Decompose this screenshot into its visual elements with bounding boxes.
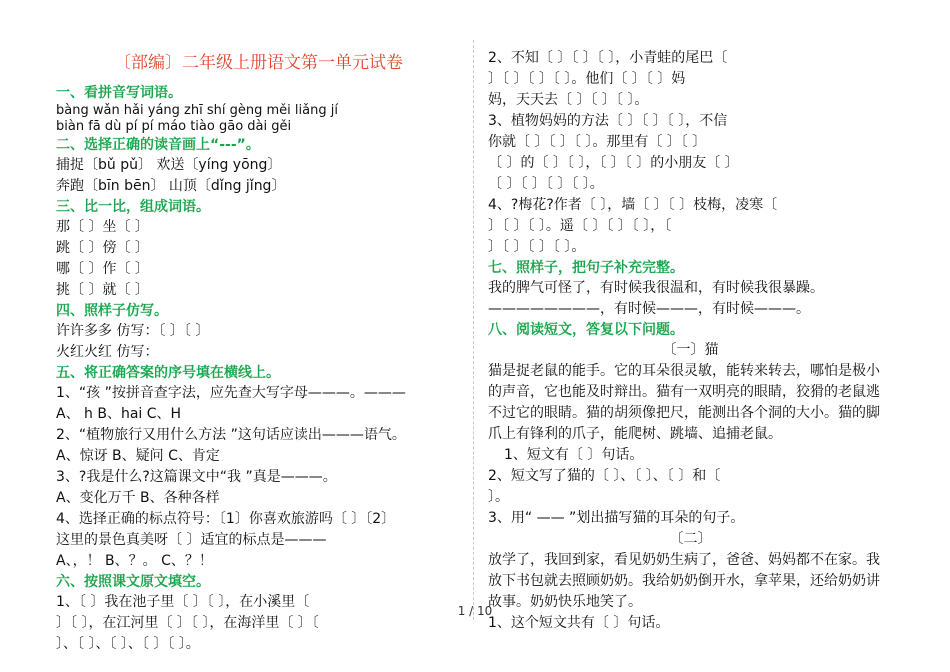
- choice-line: A、 h B、hai C、H: [56, 406, 182, 422]
- right-column: [488, 48, 893, 634]
- fill-line: 〕〔 〕〔 〕。遥〔 〕〔 〕〔 〕，〔: [488, 218, 672, 234]
- question-3: 3、用“ —— ”划出描写猫的耳朵的句子。: [488, 510, 745, 526]
- fill-line: 〔 〕〔 〕〔 〕〔 〕。: [488, 176, 604, 192]
- question-4: 1、这个短文共有〔 〕句话。: [488, 615, 670, 631]
- fill-line: 3、植物妈妈的方法〔 〕〔 〕〔 〕，不信: [488, 113, 728, 129]
- passage-1-title: 〔一〕猫: [662, 342, 719, 358]
- example-sentence: 我的脾气可怪了，有时候我很温和，有时候我很暴躁。: [488, 280, 824, 296]
- section-7-heading: 七、照样子，把句子补充完整。: [488, 260, 684, 276]
- choice-line: 4、选择正确的标点符号：〔1〕你喜欢旅游吗〔 〕〔2〕: [56, 511, 396, 527]
- choice-line: 这里的景色真美呀〔 〕适宜的标点是———: [56, 532, 327, 548]
- choice-line: 1、“孩 ”按拼音查字法，应先查大写字母———。———: [56, 385, 406, 401]
- section-6-heading: 六、按照课文原文填空。: [56, 574, 210, 590]
- complete-sentence: ————————，有时候———，有时候———。: [488, 301, 810, 317]
- page-title: 〔部编〕二年级上册语文第一单元试卷: [114, 53, 403, 73]
- fill-line: 〕、〔 〕、〔 〕、〔 〕〔 〕。: [56, 636, 200, 652]
- section-2-heading: 二、选择正确的读音画上“---”。: [56, 137, 260, 153]
- pronunciation-line-2: 奔跑〔bīn bēn〕 山顶〔dǐng jǐng〕: [56, 178, 286, 194]
- fill-line: 妈，天天去〔 〕〔 〕〔 〕。: [488, 92, 649, 108]
- fill-line: 〕〔 〕〔 〕〔 〕。他们〔 〕〔 〕妈: [488, 71, 686, 87]
- question-1: 1、短文有〔 〕句话。: [504, 447, 644, 463]
- section-1-heading: 一、看拼音写词语。: [56, 85, 182, 101]
- passage-2-text: 放学了，我回到家，看见奶奶生病了，爸爸、妈妈都不在家。我放下书包就去照顾奶奶。我给奶奶倒开水，拿苹果，还给奶奶讲故事。奶奶快乐地笑了。: [488, 552, 880, 610]
- column-divider: [473, 40, 474, 620]
- choice-line: 3、?我是什么?这篇课文中“我 ”真是———。: [56, 469, 337, 485]
- question-2: 2、短文写了猫的〔 〕、〔 〕、〔 〕和〔: [488, 468, 721, 484]
- fill-line: 〔 〕的〔 〕〔 〕，〔 〕〔 〕的小朋友〔 〕: [488, 155, 739, 171]
- imitate-line-1: 许许多多 仿写：〔 〕〔 〕: [56, 323, 210, 339]
- fill-line: 〕〔 〕〔 〕〔 〕。: [488, 239, 586, 255]
- compare-row: 挑〔 〕就〔 〕: [56, 282, 149, 298]
- fill-line: 2、不知〔 〕〔 〕〔 〕，小青蛙的尾巴〔: [488, 50, 728, 66]
- imitate-line-2: 火红火红 仿写：: [56, 344, 159, 360]
- passage-1-text: 猫是捉老鼠的能手。它的耳朵很灵敏，能转来转去，哪怕是极小的声音，它也能及时辩出。猫有一双明亮的眼睛，狡猾的老鼠逃不过它的眼睛。猫的胡须像把尺，能测出各个洞的大小。猫的脚爪上有锋利的爪子，能爬树、跳墙、追捕老鼠。: [488, 363, 880, 442]
- passage-2-title: 〔二〕: [669, 531, 712, 547]
- section-3-heading: 三、比一比，组成词语。: [56, 199, 210, 215]
- compare-row: 哪〔 〕作〔 〕: [56, 261, 149, 277]
- section-5-heading: 五、将正确答案的序号填在横线上。: [56, 365, 280, 381]
- compare-row: 那〔 〕坐〔 〕: [56, 219, 149, 235]
- choice-line: A、惊讶 B、疑问 C、肯定: [56, 448, 220, 464]
- choice-line: A、变化万千 B、各种各样: [56, 490, 220, 506]
- section-4-heading: 四、照样子仿写。: [56, 303, 168, 319]
- question-2-continued: 〕。: [488, 489, 509, 505]
- fill-line: 4、?梅花?作者〔 〕，墙〔 〕〔 〕枝梅，凌寒〔: [488, 197, 778, 213]
- compare-row: 跳〔 〕傍〔 〕: [56, 240, 149, 256]
- choice-line: A、，！ B、？。 C、？！: [56, 553, 213, 569]
- fill-line: 1、〔 〕我在池子里〔 〕〔 〕，在小溪里〔: [56, 594, 310, 610]
- fill-line: 〕〔 〕，在江河里〔 〕〔 〕，在海洋里〔 〕〔: [56, 615, 319, 631]
- pinyin-row-2: biàn fā dù pí pí máo tiào gāo dài gěi: [56, 119, 292, 134]
- page-number: 1 / 10: [457, 604, 493, 618]
- choice-line: 2、“植物旅行又用什么方法 ”这句话应读出———语气。: [56, 427, 406, 443]
- fill-line: 你就〔 〕〔 〕〔 〕。那里有〔 〕〔 〕: [488, 134, 707, 150]
- pinyin-row-1: bàng wǎn hǎi yáng zhī shí gèng měi liǎng jí: [56, 103, 338, 118]
- pronunciation-line-1: 捕捉〔bǔ pǔ〕 欢送〔yíng yōng〕: [56, 157, 282, 173]
- section-8-heading: 八、阅读短文，答复以下问题。: [488, 322, 684, 338]
- left-column: [56, 48, 461, 655]
